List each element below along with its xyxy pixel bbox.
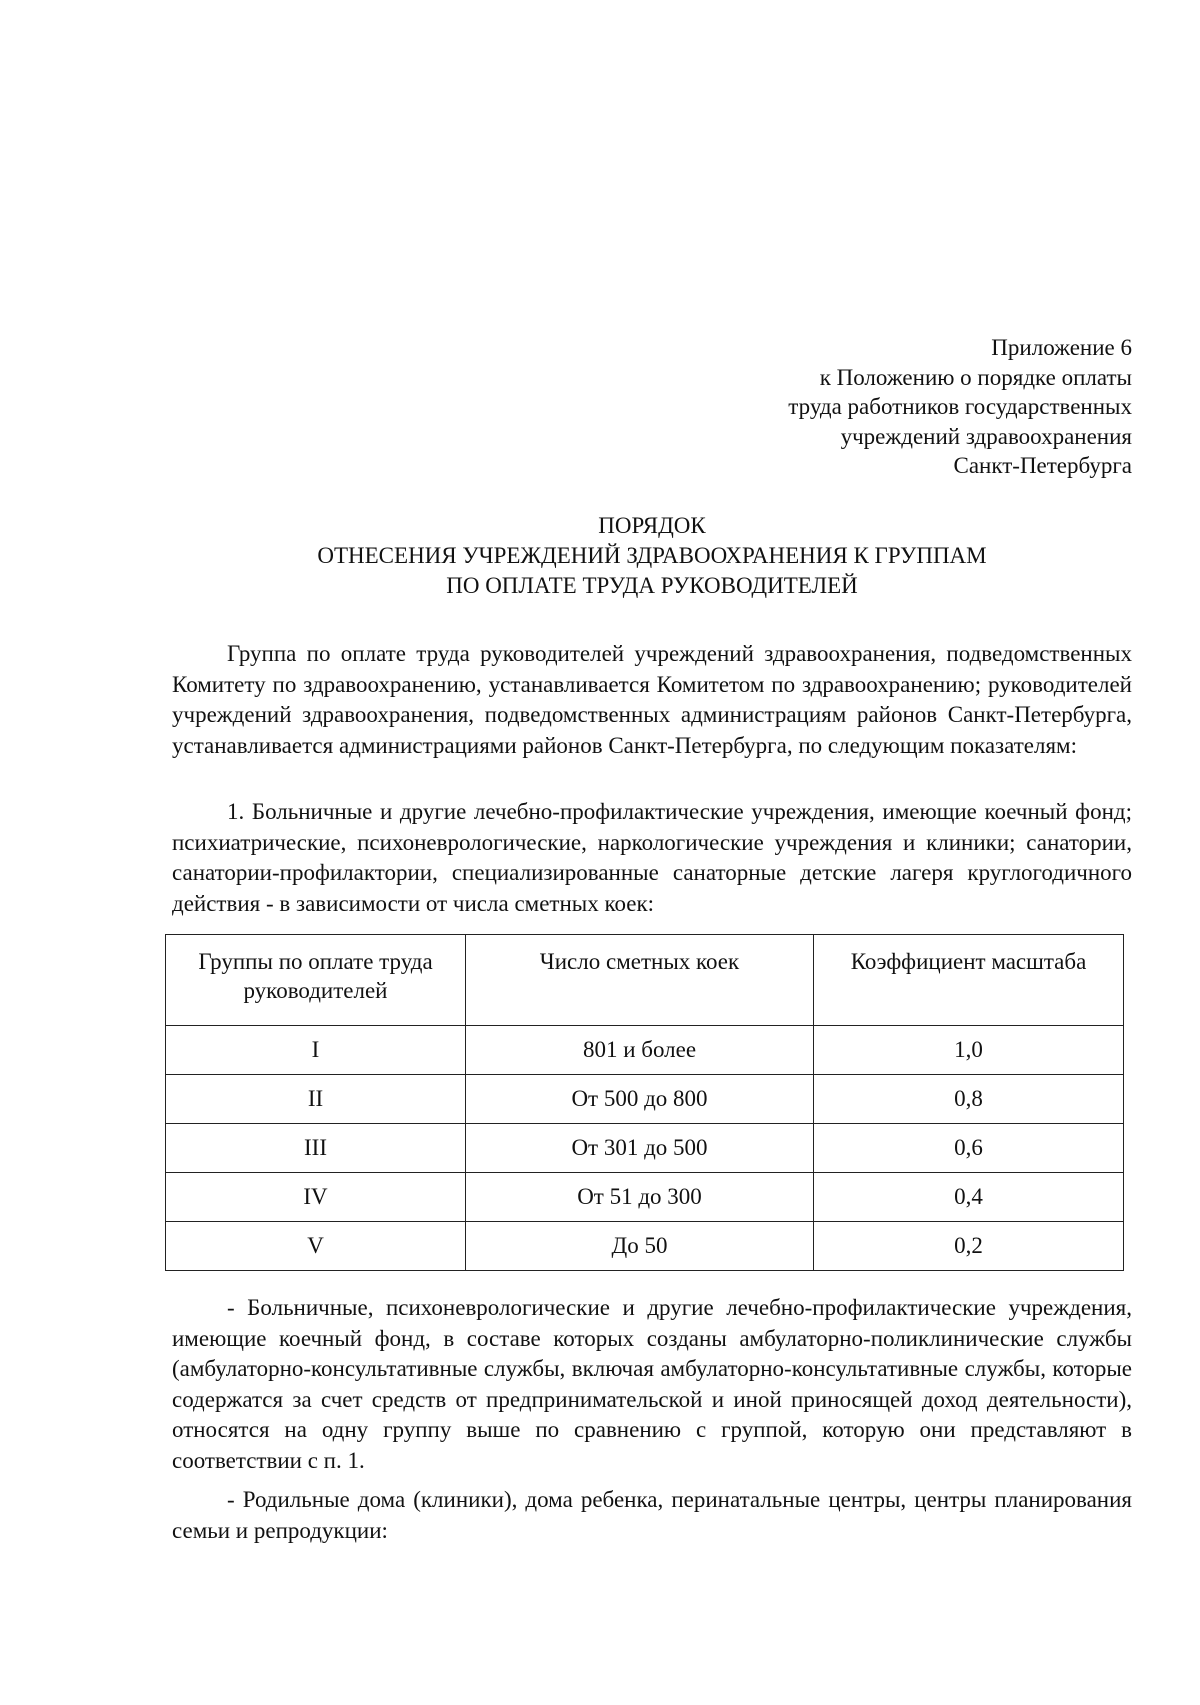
title-line: ПО ОПЛАТЕ ТРУДА РУКОВОДИТЕЛЕЙ — [446, 573, 858, 598]
column-header-coefficient: Коэффициент масштаба — [814, 935, 1124, 1026]
group-cell: I — [166, 1026, 466, 1075]
annex-line: учреждений здравоохранения — [840, 423, 1132, 449]
beds-cell: 801 и более — [466, 1026, 814, 1075]
title-line: ОТНЕСЕНИЯ УЧРЕЖДЕНИЙ ЗДРАВООХРАНЕНИЯ К ГРУППАМ — [317, 543, 987, 568]
table-row — [166, 1173, 1124, 1222]
title-line: ПОРЯДОК — [598, 513, 706, 538]
coefficient-cell: 1,0 — [814, 1026, 1124, 1075]
annex-header — [788, 333, 1132, 481]
coefficient-cell: 0,6 — [814, 1124, 1124, 1173]
beds-cell: От 500 до 800 — [466, 1075, 814, 1124]
group-cell: III — [166, 1124, 466, 1173]
document-title — [172, 511, 1132, 601]
column-header-beds: Число сметных коек — [466, 935, 814, 1026]
table-row — [166, 1026, 1124, 1075]
coefficient-cell: 0,2 — [814, 1222, 1124, 1271]
dash-paragraph-maternity: - Родильные дома (клиники), дома ребенка, перинатальные центры, центры планирования семьи и репродукции: — [172, 1487, 1132, 1543]
item-1-paragraph: 1. Больничные и другие лечебно-профилактические учреждения, имеющие коечный фонд; психиатрические, психоневрологические, наркологические учреждения и клиники; санатории, санатории-профилактории, специализированные санаторные детские лагеря круглогодичного действия - в зависимости от числа сметных коек: — [172, 799, 1132, 916]
beds-cell: От 51 до 300 — [466, 1173, 814, 1222]
table-header-row — [166, 935, 1124, 1026]
beds-cell: От 301 до 500 — [466, 1124, 814, 1173]
table-row — [166, 1222, 1124, 1271]
annex-line: к Положению о порядке оплаты — [819, 364, 1132, 390]
document-page — [172, 0, 1132, 1705]
annex-line: труда работников государственных — [788, 394, 1132, 419]
coefficient-cell: 0,8 — [814, 1075, 1124, 1124]
group-cell: II — [166, 1075, 466, 1124]
table-row — [166, 1124, 1124, 1173]
coefficient-cell: 0,4 — [814, 1173, 1124, 1222]
beds-cell: До 50 — [466, 1222, 814, 1271]
group-cell: IV — [166, 1173, 466, 1222]
annex-line: Приложение 6 — [991, 335, 1132, 360]
intro-paragraph: Группа по оплате труда руководителей учреждений здравоохранения, подведомственных Комитету по здравоохранению, устанавливается Комитетом по здравоохранению; руководителей учреждений здравоохранения, подведомственных администрациям районов Санкт-Петербурга, устанавливается администрациями районов Санкт-Петербурга, по следующим показателям: — [172, 641, 1132, 758]
dash-paragraph-outpatient: - Больничные, психоневрологические и другие лечебно-профилактические учреждения, имеющие коечный фонд, в составе которых созданы амбулаторно-поликлинические службы (амбулаторно-консультативные службы, включая амбулаторно-консультативные службы, которые содержатся за счет средств от предпринимательской и иной приносящей доход деятельности), относятся на одну группу выше по сравнению с группой, которую они представляют в соответствии с п. 1. — [172, 1295, 1132, 1473]
column-header-group: Группы по оплате труда руководителей — [166, 935, 466, 1026]
group-cell: V — [166, 1222, 466, 1271]
groups-table — [165, 934, 1124, 1271]
annex-line: Санкт-Петербурга — [953, 453, 1132, 478]
table-row — [166, 1075, 1124, 1124]
